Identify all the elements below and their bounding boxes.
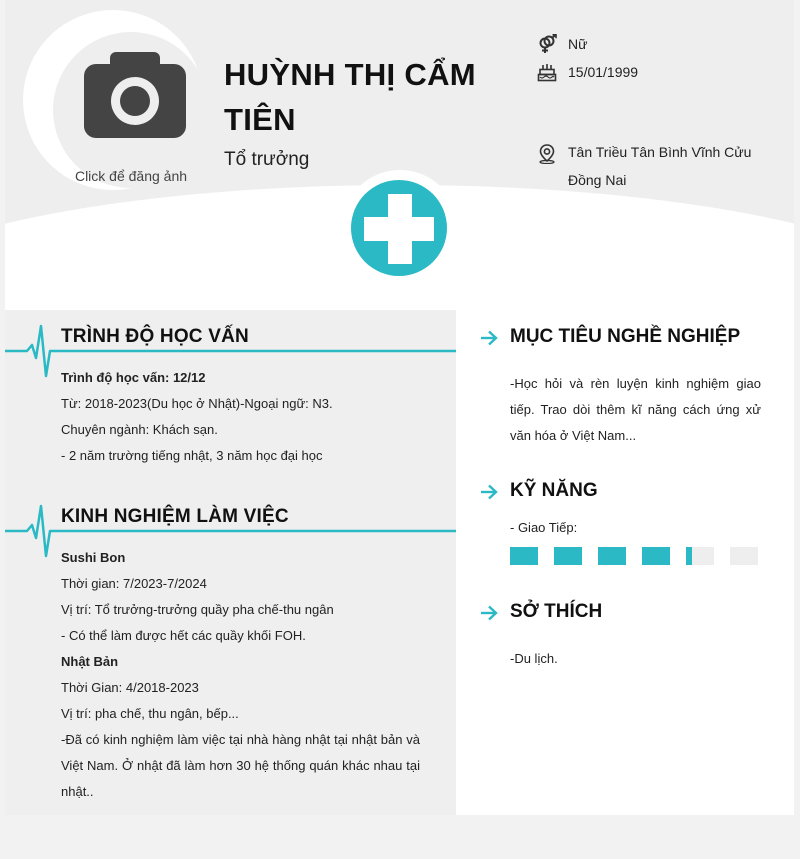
skill-segment-fill bbox=[554, 547, 582, 565]
skill-level-bar[interactable] bbox=[510, 547, 770, 565]
add-section-button[interactable] bbox=[351, 180, 447, 276]
skill-segment bbox=[730, 547, 758, 565]
job-company: Sushi Bon bbox=[61, 550, 126, 565]
education-line: Chuyên ngành: Khách sạn. bbox=[61, 422, 218, 437]
skills-title[interactable]: KỸ NĂNG bbox=[510, 480, 598, 501]
birthday-cake-icon bbox=[537, 62, 557, 82]
skill-segment-fill bbox=[642, 547, 670, 565]
add-section-ring bbox=[341, 170, 459, 288]
education-level: Trình độ học vấn: 12/12 bbox=[61, 370, 206, 385]
camera-icon bbox=[84, 52, 186, 138]
address-value[interactable]: Tân Triều Tân Bình Vĩnh Cửu Đồng Nai bbox=[568, 144, 752, 188]
avatar-upload[interactable] bbox=[53, 32, 209, 188]
job-time: Thời Gian: 4/2018-2023 bbox=[61, 680, 199, 695]
skill-label[interactable]: - Giao Tiếp: bbox=[510, 520, 578, 535]
skill-segment bbox=[642, 547, 670, 565]
avatar-ring bbox=[23, 10, 203, 190]
objective-text[interactable]: -Học hỏi và rèn luyện kinh nghiệm giao tiếp. Trao dòi thêm kĩ năng cách ứng xử văn hóa ở Việt Nam... bbox=[510, 376, 761, 443]
experience-title[interactable]: KINH NGHIỆM LÀM VIỆC bbox=[61, 506, 289, 527]
job-role: Vị trí: Tổ trưởng-trưởng quầy pha chế-thu ngân bbox=[61, 602, 334, 617]
arrow-right-icon bbox=[480, 330, 498, 346]
skill-segment bbox=[510, 547, 538, 565]
skill-segment bbox=[554, 547, 582, 565]
skill-segment-fill bbox=[686, 547, 692, 565]
job-company: Nhật Bản bbox=[61, 654, 119, 669]
education-line: - 2 năm trường tiếng nhật, 3 năm học đại học bbox=[61, 448, 323, 463]
cv-page bbox=[5, 0, 794, 815]
arrow-right-icon bbox=[480, 605, 498, 621]
education-line: Từ: 2018-2023(Du học ở Nhật)-Ngoại ngữ: N3. bbox=[61, 396, 333, 411]
hobbies-title[interactable]: SỞ THÍCH bbox=[510, 601, 603, 622]
job-role: Vị trí: pha chế, thu ngân, bếp... bbox=[61, 706, 239, 721]
candidate-position[interactable]: Tổ trưởng bbox=[224, 149, 310, 170]
skill-segment-fill bbox=[598, 547, 626, 565]
gender-value[interactable]: Nữ bbox=[568, 36, 588, 52]
arrow-right-icon bbox=[480, 484, 498, 500]
left-column bbox=[5, 310, 456, 815]
skill-segment-fill bbox=[510, 547, 538, 565]
skill-segment bbox=[598, 547, 626, 565]
candidate-name[interactable]: HUỲNH THỊ CẨM TIÊN bbox=[224, 57, 476, 137]
education-title[interactable]: TRÌNH ĐỘ HỌC VẤN bbox=[61, 326, 249, 347]
education-content[interactable] bbox=[61, 365, 333, 469]
location-pin-icon bbox=[537, 144, 557, 164]
hobbies-text[interactable]: -Du lịch. bbox=[510, 651, 558, 666]
experience-content[interactable] bbox=[61, 545, 420, 805]
job-description: - Có thể làm được hết các quầy khối FOH. bbox=[61, 628, 306, 643]
birthday-value[interactable]: 15/01/1999 bbox=[568, 64, 639, 80]
objective-title[interactable]: MỤC TIÊU NGHỀ NGHIỆP bbox=[510, 326, 741, 347]
skill-segment bbox=[686, 547, 714, 565]
job-description: -Đã có kinh nghiệm làm việc tại nhà hàng nhật tại nhật bản và Việt Nam. Ở nhật đã làm hơn 30 hệ thống quán khác nhau tại nhật.. bbox=[61, 732, 420, 799]
job-time: Thời gian: 7/2023-7/2024 bbox=[61, 576, 207, 591]
photo-label: Click để đăng ảnh bbox=[74, 168, 188, 184]
gender-icon bbox=[537, 34, 557, 54]
